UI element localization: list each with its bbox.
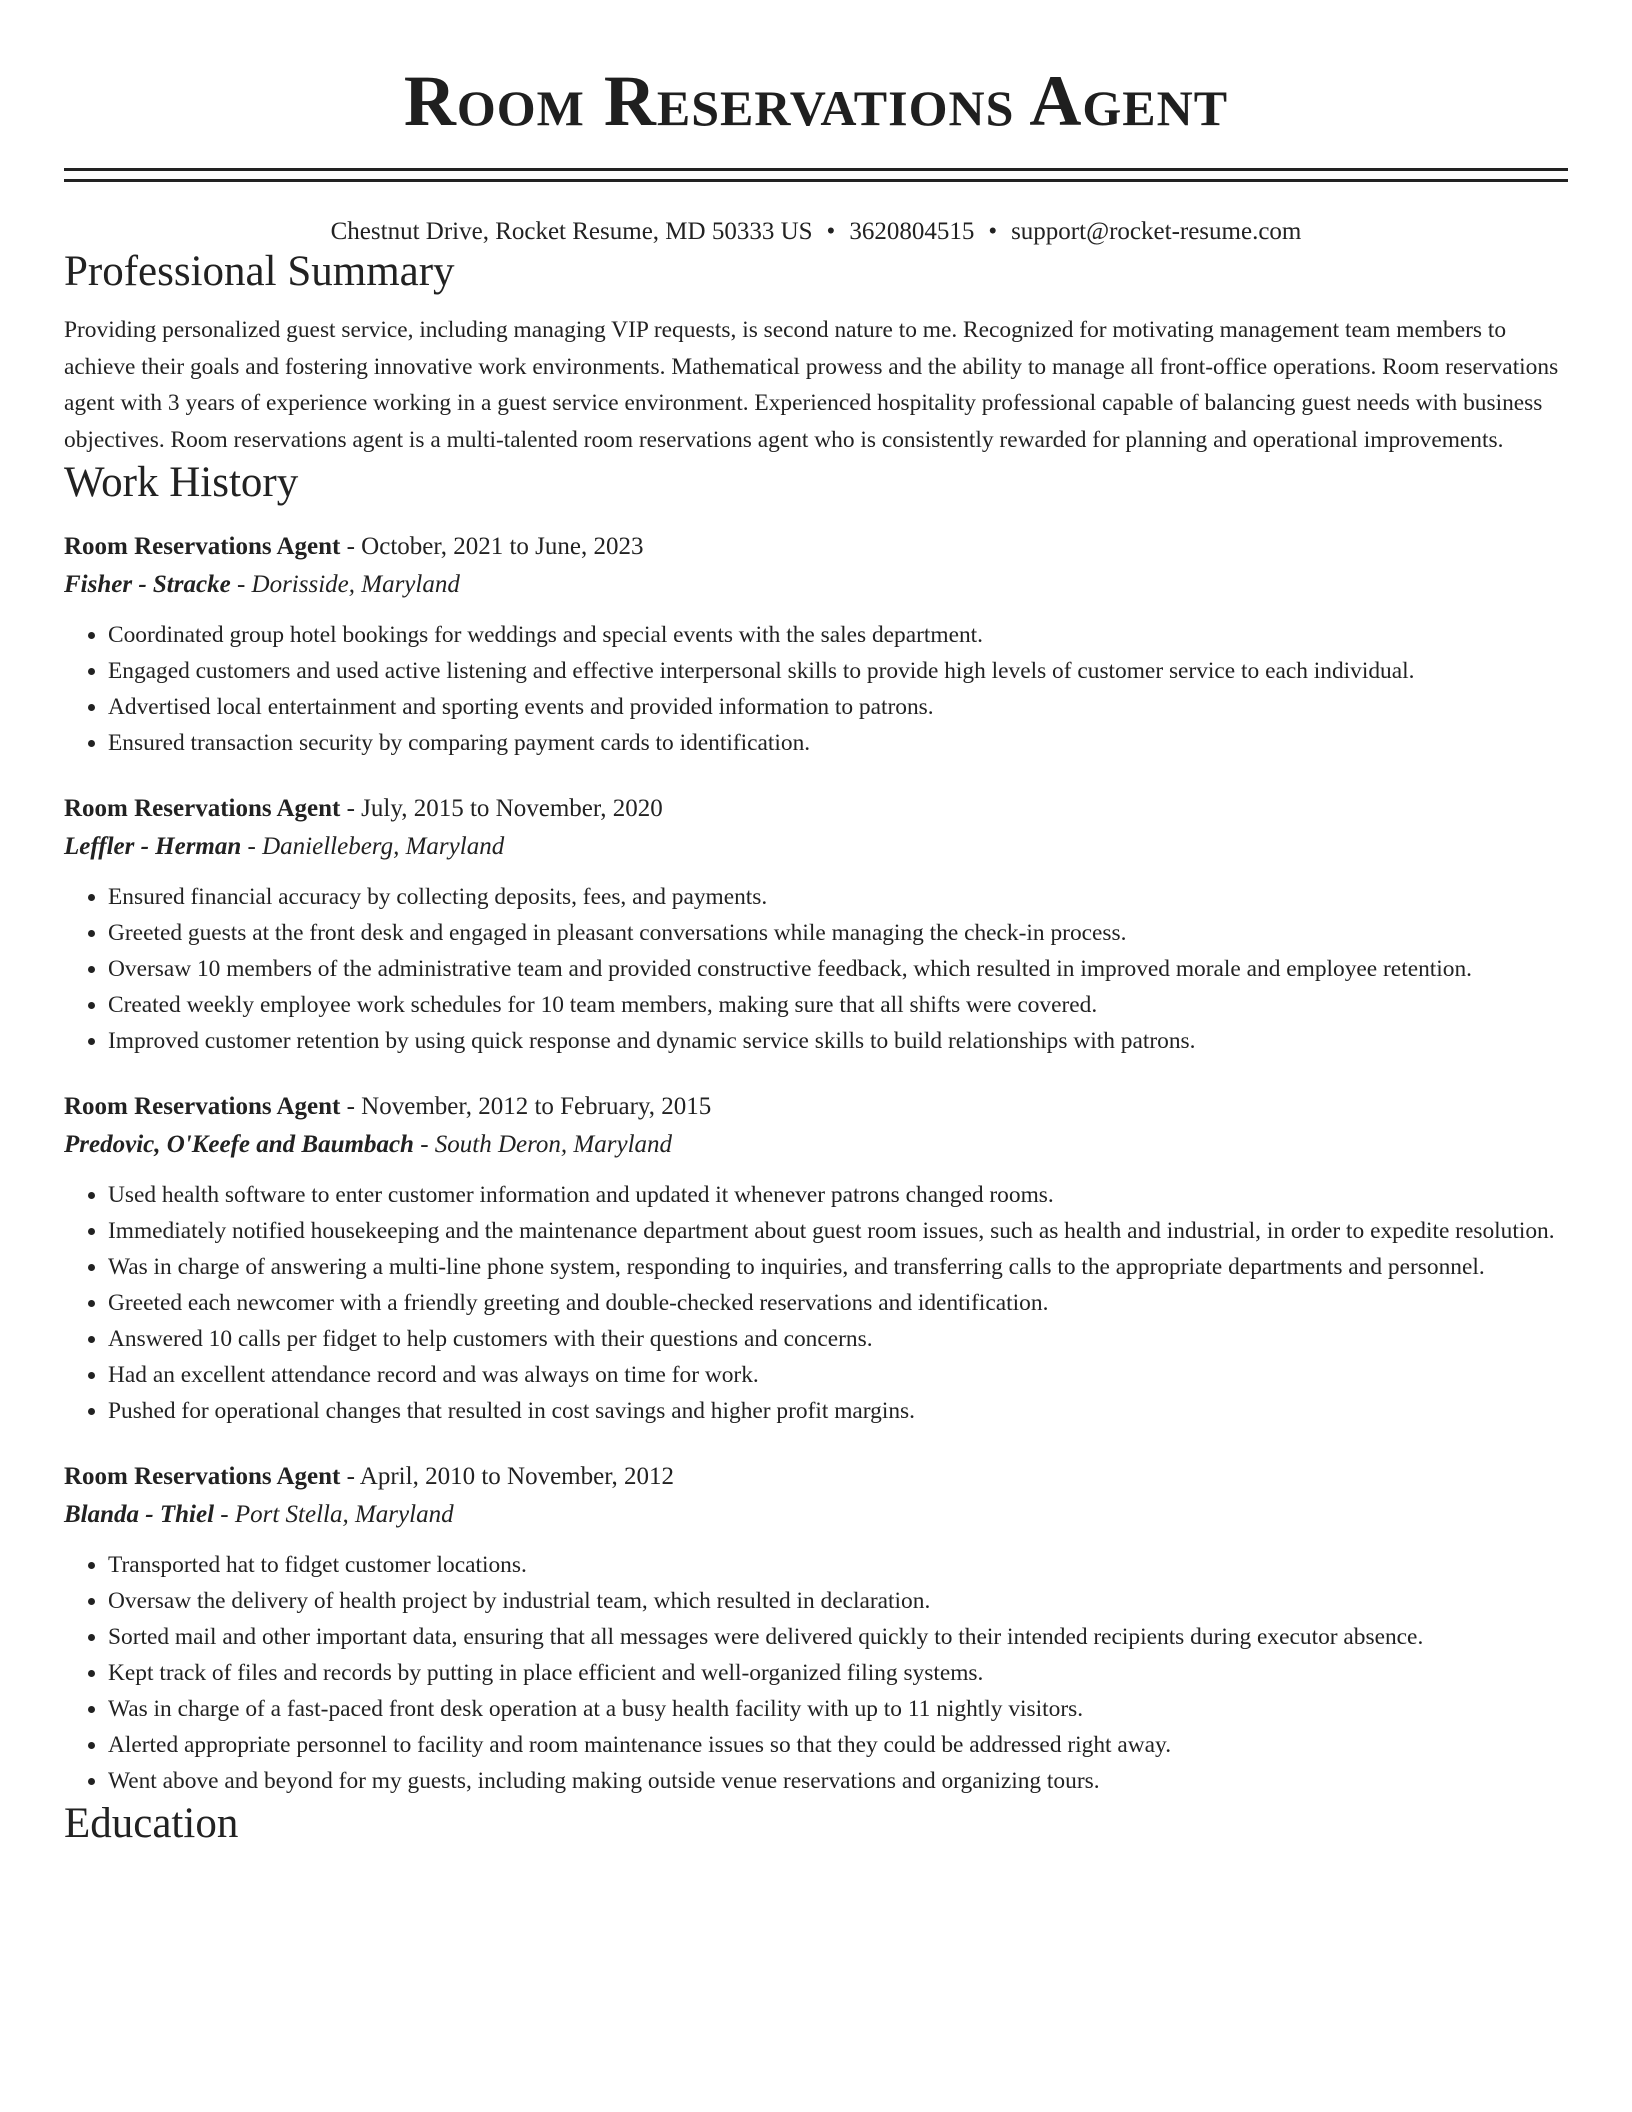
job-bullet-list xyxy=(64,617,1568,761)
job-bullet: • Used health software to enter customer information and updated it whenever patrons changed rooms. xyxy=(108,1177,1568,1213)
job-company-line xyxy=(64,1126,1568,1164)
job-bullet: • Greeted each newcomer with a friendly greeting and double-checked reservations and identification. xyxy=(108,1285,1568,1321)
contact-line xyxy=(64,217,1568,247)
job-company-line xyxy=(64,566,1568,604)
job-bullet-list xyxy=(64,1177,1568,1429)
job-company-line xyxy=(64,828,1568,866)
job-role: Room Reservations Agent xyxy=(64,795,341,822)
job-role: Room Reservations Agent xyxy=(64,1093,341,1120)
job-location: - South Deron, Maryland xyxy=(413,1131,673,1158)
job-title-line xyxy=(64,1458,1568,1496)
contact-address: Chestnut Drive, Rocket Resume, MD 50333 US xyxy=(330,218,813,245)
job-dates: - November, 2012 to February, 2015 xyxy=(340,1093,712,1120)
job-title-line xyxy=(64,528,1568,566)
job-bullet: • Was in charge of a fast-paced front desk operation at a busy health facility with up to 11 nightly visitors. xyxy=(108,1691,1568,1727)
job-bullet-list xyxy=(64,879,1568,1059)
job-dates: - July, 2015 to November, 2020 xyxy=(340,795,663,822)
job-bullet: • Oversaw the delivery of health project by industrial team, which resulted in declaration. xyxy=(108,1583,1568,1619)
job-role: Room Reservations Agent xyxy=(64,1463,341,1490)
job-bullet: • Advertised local entertainment and sporting events and provided information to patrons. xyxy=(108,689,1568,725)
job-dates: - April, 2010 to November, 2012 xyxy=(340,1463,675,1490)
job-title-line xyxy=(64,790,1568,828)
job-bullet: • Greeted guests at the front desk and engaged in pleasant conversations while managing the check-in process. xyxy=(108,915,1568,951)
job-entry xyxy=(64,1088,1568,1429)
job-bullet: • Had an excellent attendance record and was always on time for work. xyxy=(108,1357,1568,1393)
contact-email: support@rocket-resume.com xyxy=(1011,218,1302,245)
job-bullet: • Went above and beyond for my guests, including making outside venue reservations and organizing tours. xyxy=(108,1763,1568,1799)
job-company: Predovic, O'Keefe and Baumbach xyxy=(64,1131,414,1158)
job-bullet: • Answered 10 calls per fidget to help customers with their questions and concerns. xyxy=(108,1321,1568,1357)
header-divider xyxy=(64,168,1568,182)
job-location: - Dorisside, Maryland xyxy=(230,571,460,598)
job-bullet: • Alerted appropriate personnel to facility and room maintenance issues so that they could be addressed right away. xyxy=(108,1727,1568,1763)
job-bullet: • Pushed for operational changes that resulted in cost savings and higher profit margins. xyxy=(108,1393,1568,1429)
summary-text: Providing personalized guest service, including managing VIP requests, is second nature to me. Recognized for motivating management team members to achieve their goals and fostering innovative work environments. Mathematical prowess and the ability to manage all front-office operations. Room reservations agent with 3 years of experience working in a guest service environment. Experienced hospitality professional capable of balancing guest needs with business objectives. Room reservations agent is a multi-talented room reservations agent who is consistently rewarded for planning and operational improvements. xyxy=(64,317,1559,453)
contact-phone: 3620804515 xyxy=(849,218,975,245)
job-bullet: • Transported hat to fidget customer locations. xyxy=(108,1547,1568,1583)
job-bullet: • Improved customer retention by using quick response and dynamic service skills to build relationships with patrons. xyxy=(108,1023,1568,1059)
job-bullet: • Immediately notified housekeeping and the maintenance department about guest room issues, such as health and industrial, in order to expedite resolution. xyxy=(108,1213,1568,1249)
job-company: Blanda - Thiel xyxy=(64,1501,215,1528)
work-history-heading: Work History xyxy=(64,459,299,506)
contact-separator: • xyxy=(826,218,836,245)
job-entry xyxy=(64,1458,1568,1799)
resume-name: Room Reservations Agent xyxy=(403,61,1229,141)
job-role: Room Reservations Agent xyxy=(64,533,341,560)
job-bullet: • Ensured transaction security by comparing payment cards to identification. xyxy=(108,725,1568,761)
job-entry xyxy=(64,528,1568,761)
job-title-line xyxy=(64,1088,1568,1126)
job-bullet-list xyxy=(64,1547,1568,1799)
job-bullet: • Oversaw 10 members of the administrative team and provided constructive feedback, which resulted in improved morale and employee retention. xyxy=(108,951,1568,987)
job-bullet: • Ensured financial accuracy by collecting deposits, fees, and payments. xyxy=(108,879,1568,915)
job-bullet: • Was in charge of answering a multi-line phone system, responding to inquiries, and transferring calls to the appropriate departments and personnel. xyxy=(108,1249,1568,1285)
job-bullet: • Coordinated group hotel bookings for weddings and special events with the sales department. xyxy=(108,617,1568,653)
job-bullet: • Kept track of files and records by putting in place efficient and well-organized filing systems. xyxy=(108,1655,1568,1691)
job-bullet: • Created weekly employee work schedules for 10 team members, making sure that all shifts were covered. xyxy=(108,987,1568,1023)
job-location: - Danielleberg, Maryland xyxy=(241,833,505,860)
education-heading: Education xyxy=(64,1800,239,1847)
job-entry xyxy=(64,790,1568,1059)
job-bullet: • Engaged customers and used active listening and effective interpersonal skills to provide high levels of customer service to each individual. xyxy=(108,653,1568,689)
contact-separator: • xyxy=(988,218,998,245)
job-company: Leffler - Herman xyxy=(64,833,242,860)
job-location: - Port Stella, Maryland xyxy=(214,1501,454,1528)
job-company: Fisher - Stracke xyxy=(64,571,231,598)
summary-heading: Professional Summary xyxy=(64,248,455,295)
work-history-list xyxy=(64,528,1568,1799)
job-dates: - October, 2021 to June, 2023 xyxy=(340,533,644,560)
job-company-line xyxy=(64,1496,1568,1534)
job-bullet: • Sorted mail and other important data, ensuring that all messages were delivered quickly to their intended recipients during executor absence. xyxy=(108,1619,1568,1655)
